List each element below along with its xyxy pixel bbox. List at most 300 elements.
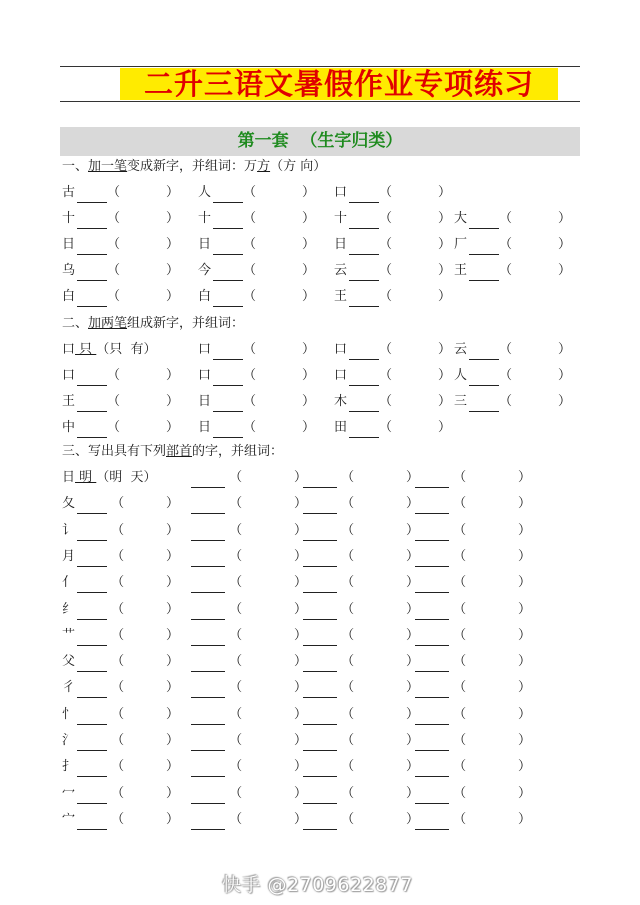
- radical-row: [0, 678, 640, 698]
- paren-close: ）: [406, 522, 420, 538]
- answer-group: [414, 600, 466, 620]
- answer-blank[interactable]: [415, 762, 449, 777]
- paren-close: ）: [294, 733, 308, 748]
- answer-blank[interactable]: [303, 605, 337, 620]
- answer-blank[interactable]: [415, 526, 449, 541]
- radical-item: [62, 521, 124, 541]
- answer-blank[interactable]: [77, 499, 107, 514]
- radical-item: [62, 810, 124, 830]
- answer-blank[interactable]: [77, 631, 107, 646]
- given-char: 云: [334, 263, 348, 278]
- paren-open: （: [107, 706, 125, 722]
- answer-blank[interactable]: [349, 240, 379, 255]
- paren-open: （: [107, 263, 121, 278]
- paren-close: ）: [406, 627, 420, 643]
- exercise-item: [334, 418, 435, 438]
- given-char: 木: [334, 394, 348, 409]
- paren-close: ）: [518, 680, 532, 696]
- paren-open: （: [337, 601, 355, 617]
- exercise-item: [198, 287, 299, 307]
- answer-group: [414, 810, 466, 830]
- answer-blank[interactable]: [213, 266, 243, 281]
- paren-open: （: [225, 654, 243, 670]
- radical-row: [0, 494, 640, 514]
- paren-open: （: [337, 706, 355, 722]
- paren-open: （: [379, 185, 393, 200]
- paren-open: （: [107, 496, 125, 512]
- answer-blank[interactable]: [191, 631, 225, 646]
- paren-open: （: [337, 733, 355, 748]
- given-char: 日: [198, 237, 212, 252]
- answer-blank[interactable]: [415, 683, 449, 698]
- watermark: 快手 @2709622877: [222, 874, 413, 896]
- answer-group: [190, 757, 242, 777]
- answer-blank[interactable]: [303, 736, 337, 751]
- answer-blank[interactable]: [415, 815, 449, 830]
- given-char: 厂: [454, 237, 468, 252]
- exercise-item: [62, 418, 163, 438]
- answer-group: [190, 573, 242, 593]
- paren-open: （: [225, 601, 243, 617]
- answer-blank[interactable]: [469, 371, 499, 386]
- answer-group: [302, 652, 354, 672]
- paren-open: （: [107, 522, 125, 538]
- paren-close: ）: [294, 680, 308, 696]
- answer-blank[interactable]: [349, 188, 379, 203]
- paren-close: ）: [302, 342, 316, 357]
- answer-blank[interactable]: [303, 710, 337, 725]
- exercise-item: [454, 261, 555, 281]
- answer-blank[interactable]: [77, 423, 107, 438]
- radical-item: [62, 547, 124, 567]
- answer-blank[interactable]: [77, 552, 107, 567]
- paren-close: ）: [302, 211, 316, 226]
- paren-close: ）: [294, 627, 308, 643]
- paren-close: ）: [294, 522, 308, 538]
- paren-close: ）: [558, 263, 572, 278]
- paren-open: （: [379, 289, 393, 304]
- answer-blank[interactable]: [77, 683, 107, 698]
- answer-blank[interactable]: [415, 710, 449, 725]
- answer-blank[interactable]: [303, 552, 337, 567]
- bottom-rule: [60, 101, 580, 102]
- answer-group: [414, 468, 466, 488]
- paren-close: ）: [302, 263, 316, 278]
- answer-group: [302, 705, 354, 725]
- radical-item: [62, 652, 124, 672]
- answer-group: [414, 652, 466, 672]
- given-char: 三: [454, 394, 468, 409]
- given-char: 中: [62, 420, 76, 435]
- exercise-item: [62, 287, 163, 307]
- answer-blank[interactable]: [303, 473, 337, 488]
- example-word: （明 天）: [96, 470, 157, 485]
- paren-close: ）: [166, 522, 180, 538]
- exercise-item: [334, 183, 435, 203]
- paren-close: ）: [518, 575, 532, 591]
- radical-label: 日: [62, 470, 76, 485]
- answer-group: [414, 757, 466, 777]
- paren-close: ）: [294, 706, 308, 722]
- radical-item: [62, 626, 124, 646]
- paren-close: ）: [294, 785, 308, 801]
- answer-blank[interactable]: [213, 423, 243, 438]
- answer-group: [302, 547, 354, 567]
- answer-blank[interactable]: [77, 188, 107, 203]
- paren-close: ）: [294, 601, 308, 617]
- answer-blank[interactable]: [469, 397, 499, 412]
- paren-close: ）: [438, 342, 452, 357]
- answer-blank[interactable]: [191, 762, 225, 777]
- exercise-item: [454, 366, 555, 386]
- exercise-item: [334, 392, 435, 412]
- paren-close: ）: [166, 759, 180, 775]
- radical-item: [62, 678, 124, 698]
- exercise-item: [334, 366, 435, 386]
- paren-close: ）: [438, 185, 452, 200]
- paren-close: ）: [406, 785, 420, 801]
- answer-blank[interactable]: [77, 789, 107, 804]
- paren-open: （: [225, 522, 243, 538]
- exercise-item: [454, 235, 555, 255]
- section2-keyword: 加两笔: [88, 316, 128, 331]
- paren-close: ）: [406, 654, 420, 670]
- paren-close: ）: [294, 496, 308, 512]
- answer-blank[interactable]: [303, 631, 337, 646]
- radical-row: [0, 757, 640, 777]
- paren-close: ）: [302, 289, 316, 304]
- answer-blank[interactable]: [349, 345, 379, 360]
- paren-open: （: [449, 680, 467, 696]
- answer-blank[interactable]: [77, 578, 107, 593]
- answer-blank[interactable]: [303, 499, 337, 514]
- answer-blank[interactable]: [77, 240, 107, 255]
- radical-row: [0, 547, 640, 567]
- radical-label: 冖: [62, 785, 76, 801]
- given-char: 人: [454, 368, 468, 383]
- answer-blank[interactable]: [303, 762, 337, 777]
- paren-open: （: [107, 211, 121, 226]
- exercise-row: [0, 209, 640, 229]
- answer-blank[interactable]: [77, 736, 107, 751]
- paren-open: （: [449, 548, 467, 564]
- paren-open: （: [107, 733, 125, 748]
- radical-row: [0, 652, 640, 672]
- answer-blank[interactable]: [191, 473, 225, 488]
- paren-close: ）: [166, 627, 180, 643]
- section3-keyword: 部首: [166, 444, 193, 459]
- exercise-item: [198, 340, 299, 360]
- paren-open: （: [243, 237, 257, 252]
- answer-blank[interactable]: [191, 657, 225, 672]
- section3-example: [62, 468, 157, 488]
- given-char: 大: [454, 211, 468, 226]
- radical-row: [0, 600, 640, 620]
- exercise-item: [62, 261, 163, 281]
- radical-item: [62, 573, 124, 593]
- paren-open: （: [107, 680, 125, 696]
- answer-blank[interactable]: [77, 710, 107, 725]
- exercise-item: [62, 392, 163, 412]
- paren-open: （: [499, 211, 513, 226]
- given-char: 云: [454, 342, 468, 357]
- paren-open: （: [379, 394, 393, 409]
- exercise-item: [334, 261, 435, 281]
- answer-group: [414, 705, 466, 725]
- section1-keyword: 加一笔: [88, 159, 128, 174]
- paren-close: ）: [406, 601, 420, 617]
- paren-open: （: [499, 237, 513, 252]
- answer-blank[interactable]: [415, 473, 449, 488]
- page-title: 二升三语文暑假作业专项练习: [120, 68, 558, 100]
- given-char: 日: [62, 237, 76, 252]
- exercise-row: [0, 183, 640, 203]
- answer-group: [414, 521, 466, 541]
- answer-group: [190, 810, 242, 830]
- given-char: 王: [62, 394, 76, 409]
- exercise-item: [198, 261, 299, 281]
- paren-open: （: [337, 496, 355, 512]
- answer-blank[interactable]: [213, 292, 243, 307]
- answer-blank[interactable]: [77, 397, 107, 412]
- paren-close: ）: [294, 759, 308, 775]
- paren-close: ）: [558, 368, 572, 383]
- answer-blank[interactable]: [213, 345, 243, 360]
- answer-blank[interactable]: [213, 240, 243, 255]
- radical-label: 忄: [62, 706, 76, 722]
- radical-row: [0, 784, 640, 804]
- radical-item: [62, 705, 124, 725]
- answer-blank[interactable]: [349, 292, 379, 307]
- given-char: 乌: [62, 263, 76, 278]
- paren-open: （: [449, 627, 467, 643]
- paren-close: ）: [438, 263, 452, 278]
- paren-open: （: [449, 759, 467, 775]
- answer-group: [190, 678, 242, 698]
- answer-blank[interactable]: [77, 214, 107, 229]
- section2-example: [62, 340, 157, 360]
- answer-blank[interactable]: [213, 214, 243, 229]
- answer-group: [190, 784, 242, 804]
- radical-label: 亻: [62, 575, 76, 591]
- section3-heading: 三、写出具有下列部首的字，并组词：: [62, 444, 284, 459]
- answer-blank[interactable]: [191, 710, 225, 725]
- paren-open: （: [337, 680, 355, 696]
- answer-blank[interactable]: [191, 578, 225, 593]
- paren-open: （: [337, 654, 355, 670]
- paren-open: （: [337, 470, 355, 485]
- paren-close: ）: [166, 654, 180, 670]
- paren-close: ）: [166, 548, 180, 564]
- paren-open: （: [225, 627, 243, 643]
- paren-close: ）: [166, 394, 180, 409]
- answer-group: [190, 468, 242, 488]
- given-char: 口: [198, 368, 212, 383]
- given-char: 口: [334, 342, 348, 357]
- answer-blank[interactable]: [469, 240, 499, 255]
- paren-close: ）: [166, 263, 180, 278]
- radical-label: 宀: [62, 811, 76, 827]
- answer-blank[interactable]: [191, 526, 225, 541]
- exercise-item: [198, 235, 299, 255]
- answer-blank[interactable]: [415, 631, 449, 646]
- answer-blank[interactable]: [303, 526, 337, 541]
- answer-blank[interactable]: [469, 266, 499, 281]
- answer-group: [414, 731, 466, 751]
- answer-blank[interactable]: [191, 683, 225, 698]
- exercise-row: [0, 287, 640, 307]
- answer-blank[interactable]: [415, 578, 449, 593]
- exercise-item: [198, 209, 299, 229]
- exercise-row: [0, 418, 640, 438]
- given-char: 日: [198, 394, 212, 409]
- answer-blank[interactable]: [303, 815, 337, 830]
- exercise-row: [0, 366, 640, 386]
- answer-blank[interactable]: [77, 762, 107, 777]
- answer-blank[interactable]: [77, 605, 107, 620]
- answer-blank[interactable]: [469, 214, 499, 229]
- answer-group: [302, 757, 354, 777]
- paren-open: （: [379, 263, 393, 278]
- answer-blank[interactable]: [415, 499, 449, 514]
- radical-label: 夂: [62, 496, 76, 512]
- given-char: 王: [454, 263, 468, 278]
- answer-blank[interactable]: [415, 789, 449, 804]
- exercise-row: [0, 235, 640, 255]
- paren-open: （: [243, 420, 257, 435]
- answer-blank[interactable]: [303, 683, 337, 698]
- paren-open: （: [225, 496, 243, 512]
- paren-open: （: [107, 289, 121, 304]
- answer-blank[interactable]: [77, 292, 107, 307]
- paren-open: （: [499, 263, 513, 278]
- paren-open: （: [107, 420, 121, 435]
- answer-blank[interactable]: [77, 526, 107, 541]
- paren-open: （: [107, 575, 125, 591]
- paren-open: （: [499, 394, 513, 409]
- paren-close: ）: [406, 496, 420, 512]
- paren-open: （: [379, 237, 393, 252]
- radical-item: [62, 494, 124, 514]
- given-char: 白: [198, 289, 212, 304]
- answer-blank[interactable]: [349, 266, 379, 281]
- answer-blank[interactable]: [191, 789, 225, 804]
- answer-blank[interactable]: [191, 736, 225, 751]
- paren-open: （: [449, 811, 467, 827]
- given-char: 口: [198, 342, 212, 357]
- exercise-item: [454, 392, 555, 412]
- answer-blank[interactable]: [191, 499, 225, 514]
- paren-open: （: [449, 706, 467, 722]
- exercise-item: [62, 235, 163, 255]
- paren-close: ）: [302, 237, 316, 252]
- paren-close: ）: [406, 575, 420, 591]
- answer-blank[interactable]: [213, 188, 243, 203]
- answer-blank[interactable]: [77, 657, 107, 672]
- section1-example-word: （方 向）: [270, 159, 327, 174]
- exercise-item: [198, 183, 299, 203]
- exercise-row: [0, 261, 640, 281]
- paren-open: （: [379, 420, 393, 435]
- answer-group: [190, 547, 242, 567]
- section1-example-new: 方: [257, 159, 271, 174]
- answer-blank[interactable]: [303, 578, 337, 593]
- answer-blank[interactable]: [415, 736, 449, 751]
- given-char: 古: [62, 185, 76, 200]
- answer-blank[interactable]: [77, 371, 107, 386]
- paren-open: （: [449, 785, 467, 801]
- given-char: 田: [334, 420, 348, 435]
- answer-group: [302, 468, 354, 488]
- answer-blank[interactable]: [415, 552, 449, 567]
- answer-blank[interactable]: [349, 214, 379, 229]
- answer-blank[interactable]: [77, 815, 107, 830]
- radical-label: 月: [62, 548, 76, 564]
- exercise-item: [62, 209, 163, 229]
- paren-close: ）: [302, 394, 316, 409]
- paren-open: （: [243, 211, 257, 226]
- section2-heading: 二、加两笔组成新字，并组词：: [62, 316, 245, 331]
- answer-blank[interactable]: [303, 789, 337, 804]
- given-char: 十: [198, 211, 212, 226]
- paren-open: （: [499, 342, 513, 357]
- answer-group: [190, 652, 242, 672]
- radical-label: 彳: [62, 680, 76, 696]
- answer-blank[interactable]: [349, 371, 379, 386]
- paren-close: ）: [518, 548, 532, 564]
- paren-close: ）: [166, 680, 180, 696]
- paren-open: （: [107, 811, 125, 827]
- paren-open: （: [379, 368, 393, 383]
- section-banner: 第一套 （生字归类）: [60, 127, 580, 156]
- answer-group: [302, 731, 354, 751]
- paren-open: （: [337, 548, 355, 564]
- paren-close: ）: [166, 733, 180, 748]
- paren-open: （: [243, 368, 257, 383]
- answer-group: [190, 521, 242, 541]
- paren-open: （: [107, 627, 125, 643]
- answer-blank[interactable]: [349, 397, 379, 412]
- answer-blank[interactable]: [349, 423, 379, 438]
- answer-blank[interactable]: [415, 657, 449, 672]
- answer-blank[interactable]: [213, 397, 243, 412]
- paren-close: ）: [166, 185, 180, 200]
- paren-open: （: [225, 811, 243, 827]
- exercise-item: [334, 209, 435, 229]
- answer-blank[interactable]: [415, 605, 449, 620]
- given-char: 日: [198, 420, 212, 435]
- paren-open: （: [243, 289, 257, 304]
- exercise-item: [198, 418, 299, 438]
- answer-group: [414, 547, 466, 567]
- radical-row: [0, 705, 640, 725]
- paren-open: （: [225, 470, 243, 485]
- answer-blank[interactable]: [303, 657, 337, 672]
- answer-blank[interactable]: [191, 815, 225, 830]
- answer-blank[interactable]: [213, 371, 243, 386]
- answer-group: [302, 784, 354, 804]
- given-char: 王: [334, 289, 348, 304]
- paren-close: ）: [518, 706, 532, 722]
- paren-open: （: [225, 759, 243, 775]
- answer-blank[interactable]: [191, 552, 225, 567]
- paren-open: （: [243, 342, 257, 357]
- paren-close: ）: [518, 785, 532, 801]
- paren-close: ）: [302, 368, 316, 383]
- answer-blank[interactable]: [191, 605, 225, 620]
- answer-blank[interactable]: [469, 345, 499, 360]
- answer-blank[interactable]: [77, 266, 107, 281]
